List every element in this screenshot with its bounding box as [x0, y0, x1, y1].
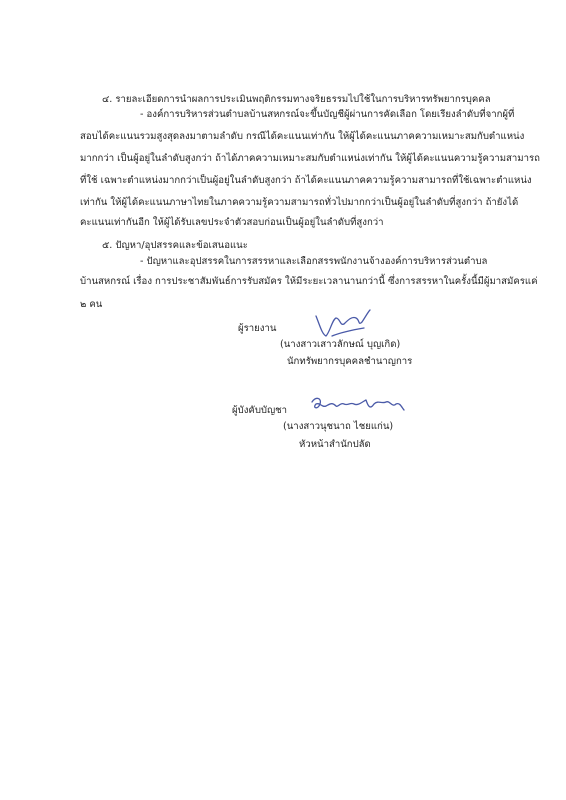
reporter-signature — [312, 306, 372, 340]
section-5-line: บ้านสหกรณ์ เรื่อง การประชาสัมพันธ์การรับสมัคร ให้มีระยะเวลานานกว่านี้ ซึ่งการสรรหาในครั้งนี้มีผู้มาสมัครแค่ — [80, 276, 538, 287]
supervisor-name: (นางสาวนุชนาถ ไชยแก่น) — [283, 421, 394, 432]
section-5-line: ๒ คน — [80, 299, 103, 310]
section-4-line: ที่ใช้ เฉพาะตำแหน่งมากกว่าเป็นผู้อยู่ในลำดับสูงกว่า ถ้าได้คะแนนภาคความรู้ความสามารถที่ใช้เฉพาะตำแหน่ง — [80, 175, 532, 186]
section-4-line: - องค์การบริหารส่วนตำบลบ้านสหกรณ์จะขึ้นบัญชีผู้ผ่านการคัดเลือก โดยเรียงลำดับที่จากผู้ที่ — [140, 109, 515, 120]
reporter-name: (นางสาวเสาวลักษณ์ บุญเกิด) — [280, 339, 401, 350]
section-5-line: - ปัญหาและอุปสรรคในการสรรหาและเลือกสรรพนักงานจ้างองค์การบริหารส่วนตำบล — [140, 256, 488, 267]
supervisor-signature — [308, 394, 408, 416]
section-4-line: คะแนนเท่ากันอีก ให้ผู้ได้รับเลขประจำตัวสอบก่อนเป็นผู้อยู่ในลำดับที่สูงกว่า — [80, 217, 384, 228]
reporter-position: นักทรัพยากรบุคคลชำนาญการ — [287, 356, 413, 367]
section-4-line: สอบได้คะแนนรวมสูงสุดลงมาตามลำดับ กรณีได้คะแนนเท่ากัน ให้ผู้ได้คะแนนภาคความเหมาะสมกับตำแหน่ง — [80, 131, 525, 142]
reporter-label: ผู้รายงาน — [238, 323, 277, 334]
supervisor-position: หัวหน้าสำนักปลัด — [299, 439, 371, 450]
section-5-heading: ๕. ปัญหา/อุปสรรคและข้อเสนอแนะ — [102, 240, 248, 251]
section-4-line: เท่ากัน ให้ผู้ได้คะแนนภาษาไทยในภาคความรู้ความสามารถทั่วไปมากกว่าเป็นผู้อยู่ในลำดับที่สูงกว่า ถ้ายังได้ — [80, 197, 519, 208]
supervisor-label: ผู้บังคับบัญชา — [232, 405, 288, 416]
section-4-line: มากกว่า เป็นผู้อยู่ในลำดับสูงกว่า ถ้าได้ภาคความเหมาะสมกับตำแหน่งเท่ากัน ให้ผู้ได้คะแนนความรู้ความสามารถ — [80, 153, 540, 164]
section-4-heading: ๔. รายละเอียดการนำผลการประเมินพฤติกรรมทางจริยธรรมไปใช้ในการบริหารทรัพยากรบุคคล — [102, 94, 491, 105]
